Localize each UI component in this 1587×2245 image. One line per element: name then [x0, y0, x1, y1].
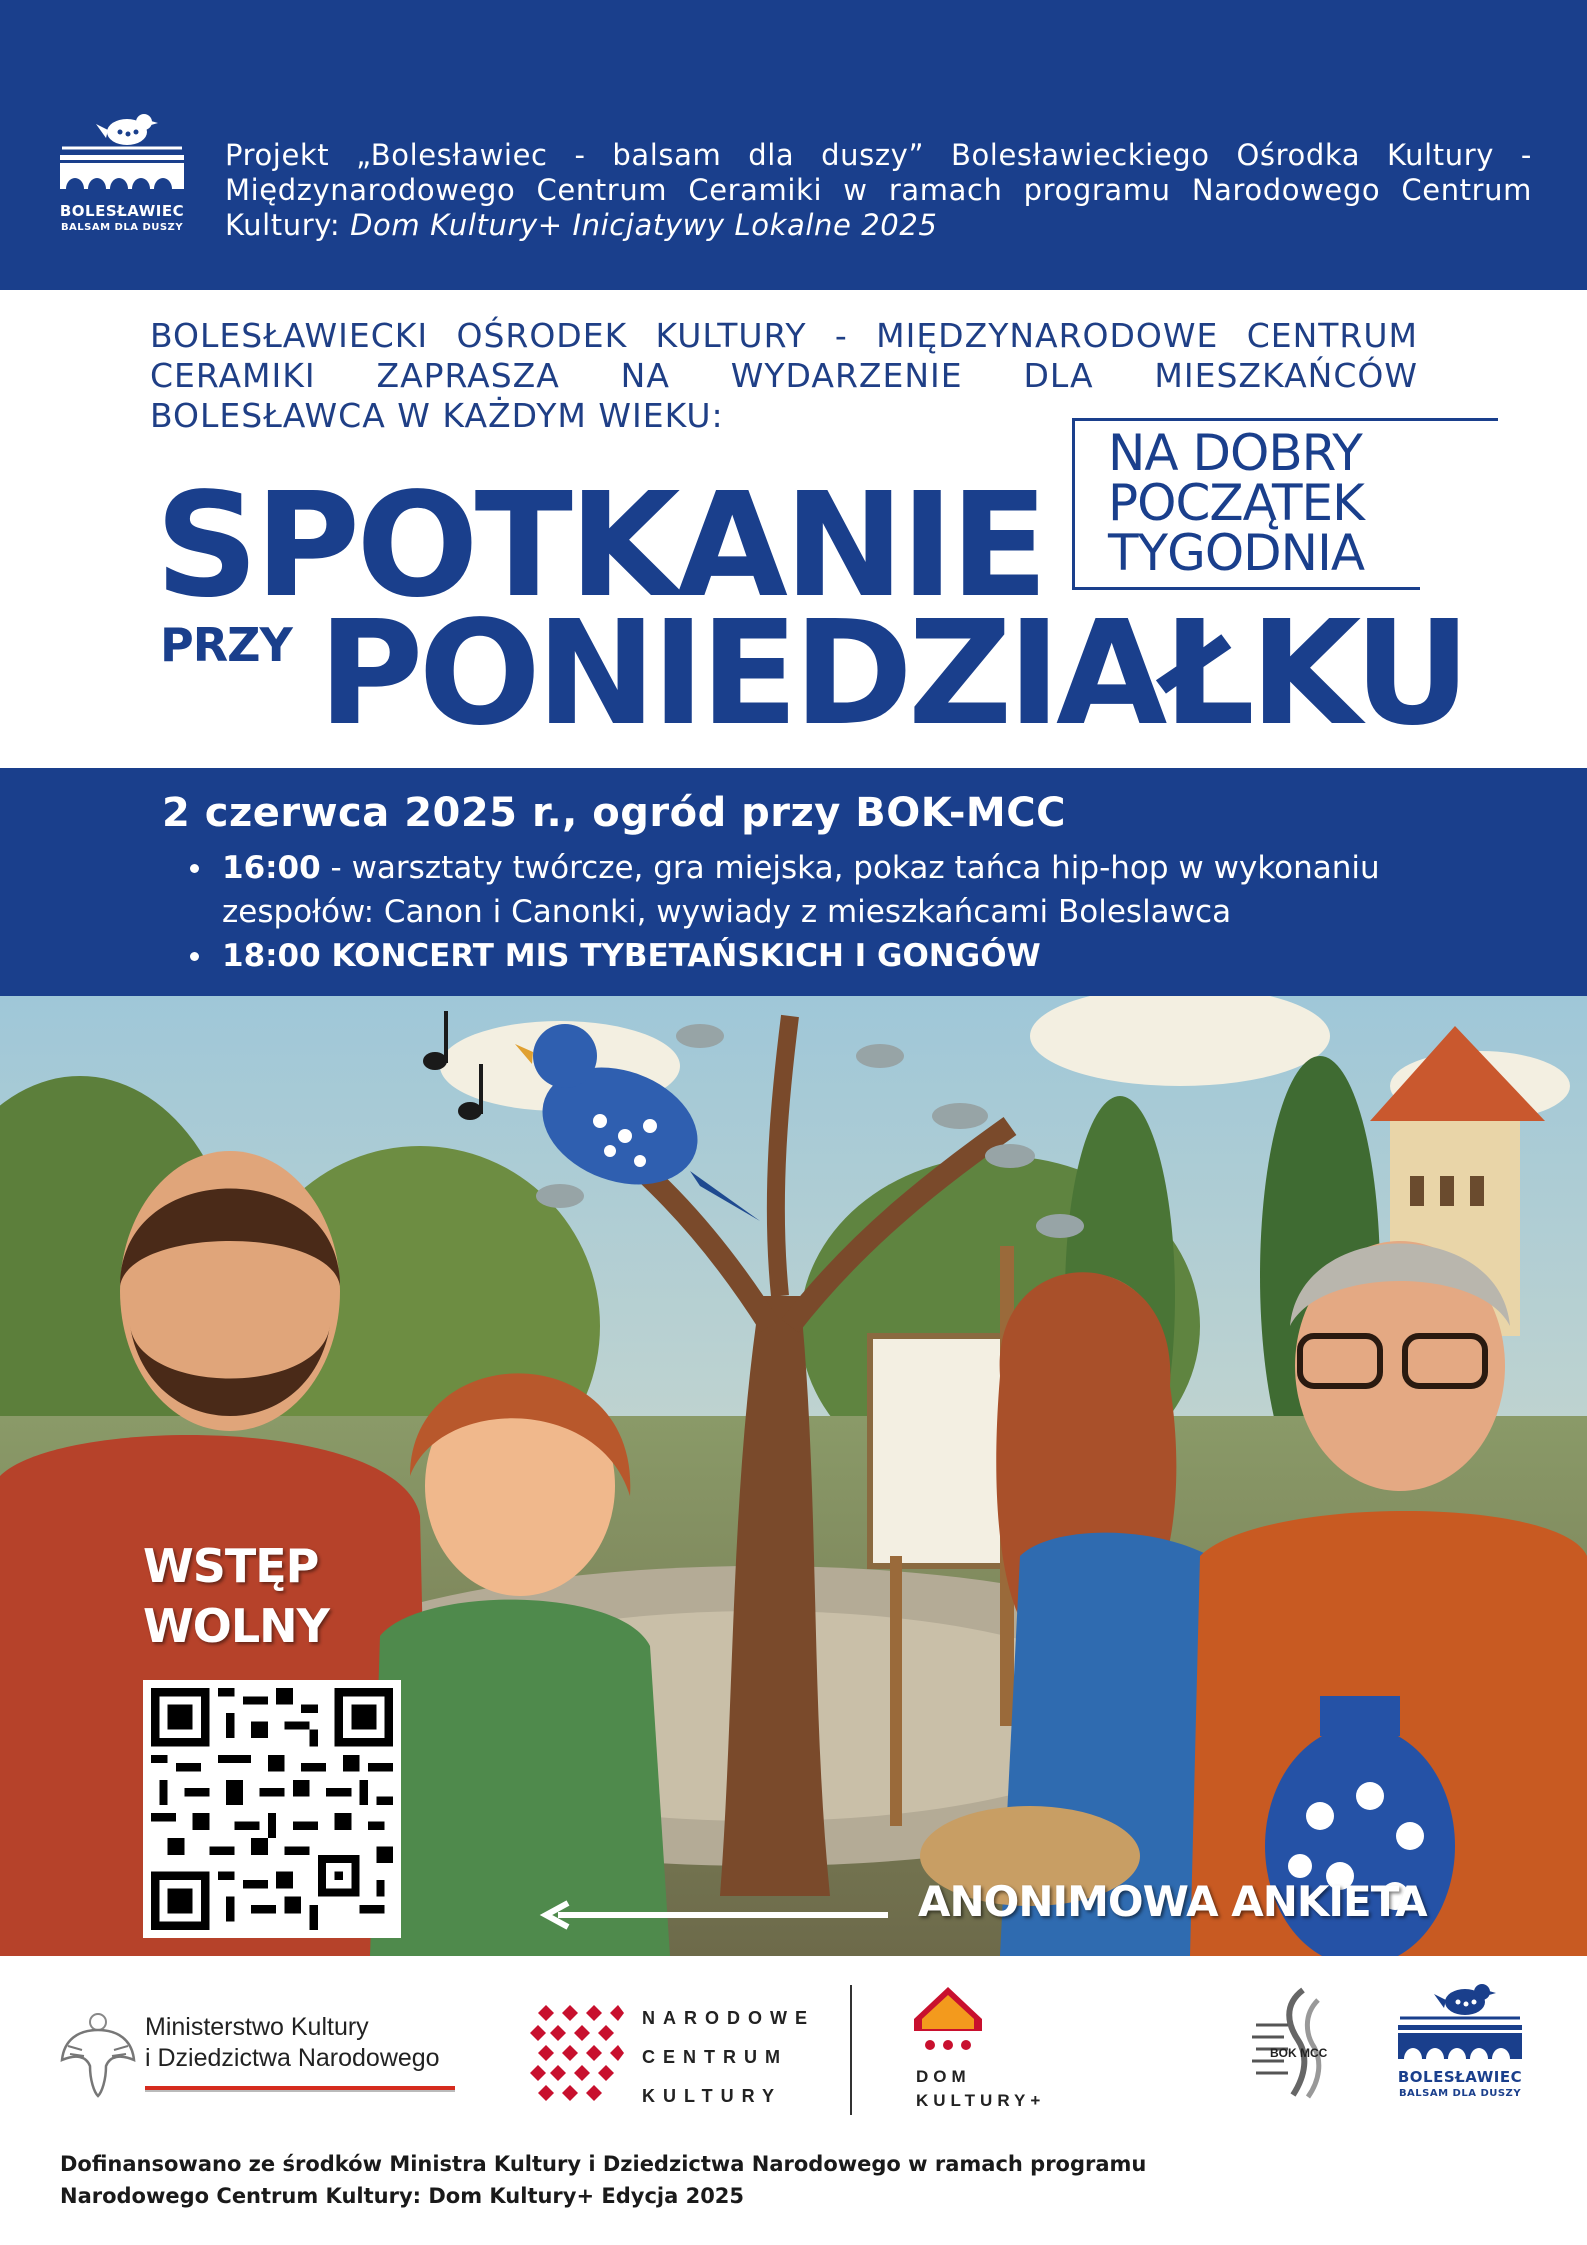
event-date-place: 2 czerwca 2025 r., ogród przy BOK-MCC — [162, 790, 1066, 836]
logo-caption-city: BOLESŁAWIEC — [59, 202, 185, 220]
footer-divider — [850, 1985, 852, 2115]
project-text-italic: Dom Kultury+ Inicjatywy Lokalne 2025 — [350, 208, 938, 242]
ministry-line2: i Dziedzictwa Narodowego — [145, 2044, 440, 2072]
schedule-item — [190, 846, 1430, 934]
title-small-word: PRZY — [160, 618, 292, 672]
schedule-description: - warsztaty twórcze, gra miejska, pokaz tańca hip-hop w wykonaniu zespołów: Canon i Canonki, wywiady z mieszkańcami Boleslawca — [222, 850, 1380, 930]
top-banner — [0, 0, 1587, 290]
arrow-left-icon — [538, 1900, 888, 1930]
dk-line2: KULTURY+ — [916, 2091, 1046, 2110]
title-line2: PONIEDZIAŁKU — [318, 589, 1466, 757]
dom-kultury-name — [916, 2065, 1045, 2113]
invitation-text: BOLESŁAWIECKI OŚRODEK KULTURY - MIĘDZYNARODOWE CENTRUM CERAMIKI ZAPRASZA NA WYDARZENIE DLA MIESZKAŃCÓW BOLESŁAWCA W KAŻDYM WIEKU: — [150, 316, 1418, 435]
free-entry-line1: WSTĘP — [143, 1539, 319, 1593]
project-text-plain: Projekt „Bolesławiec - balsam dla duszy” Bolesławieckiego Ośrodka Kultury - Międzynarodowego Centrum Ceramiki w ramach programu Narodowego Centrum Kultury: — [225, 138, 1532, 242]
event-schedule — [190, 846, 1430, 978]
bird-bridge-icon — [52, 110, 192, 200]
qr-code-icon — [151, 1688, 393, 1930]
project-description — [225, 138, 1532, 243]
nck-name — [642, 1999, 815, 2116]
anonymous-survey-link[interactable]: ANONIMOWA ANKIETA — [918, 1877, 1427, 1926]
title-line1: SPOTKANIE — [155, 461, 1045, 629]
polish-eagle-icon — [58, 2010, 138, 2098]
tagline: NA DOBRY POCZĄTEK TYGODNIA — [1108, 424, 1365, 582]
free-entry-line2: WOLNY — [143, 1599, 329, 1653]
survey-qr-code[interactable] — [143, 1680, 401, 1938]
nck-line1: NARODOWE — [642, 2008, 815, 2028]
event-info-band — [0, 768, 1587, 996]
boleslawiec-logo — [52, 110, 192, 245]
boleslawiec-footer-logo — [1390, 1980, 1530, 2110]
dk-line1: DOM — [916, 2067, 971, 2086]
logo-caption-city: BOLESŁAWIEC — [1397, 2068, 1523, 2086]
nck-line2: CENTRUM — [642, 2047, 788, 2067]
schedule-time: 16:00 — [222, 850, 321, 886]
dom-kultury-house-icon — [912, 1985, 984, 2055]
ministry-name — [145, 2012, 440, 2074]
funding-line1: Dofinansowano ze środków Ministra Kultury i Dziedzictwa Narodowego w ramach programu — [60, 2152, 1147, 2176]
nck-line3: KULTURY — [642, 2086, 782, 2106]
bok-label: BOK MCC — [1270, 2046, 1328, 2060]
free-entry-label — [143, 1536, 329, 1656]
logo-caption-slogan: BALSAM DLA DUSZY — [1398, 2088, 1522, 2099]
ministry-line1: Ministerstwo Kultury — [145, 2013, 369, 2041]
schedule-item — [190, 934, 1430, 978]
ministry-gray-line — [145, 2090, 455, 2092]
funding-line2: Narodowego Centrum Kultury: Dom Kultury+ Edycja 2025 — [60, 2184, 745, 2208]
bok-mcc-logo-icon — [1248, 1985, 1348, 2105]
logo-caption-slogan: BALSAM DLA DUSZY — [60, 222, 184, 233]
schedule-time: 18:00 KONCERT MIS TYBETAŃSKICH I GONGÓW — [222, 938, 1041, 974]
nck-logo-icon — [530, 2003, 624, 2101]
bird-bridge-icon — [1390, 1980, 1530, 2066]
funding-note — [60, 2148, 1260, 2212]
